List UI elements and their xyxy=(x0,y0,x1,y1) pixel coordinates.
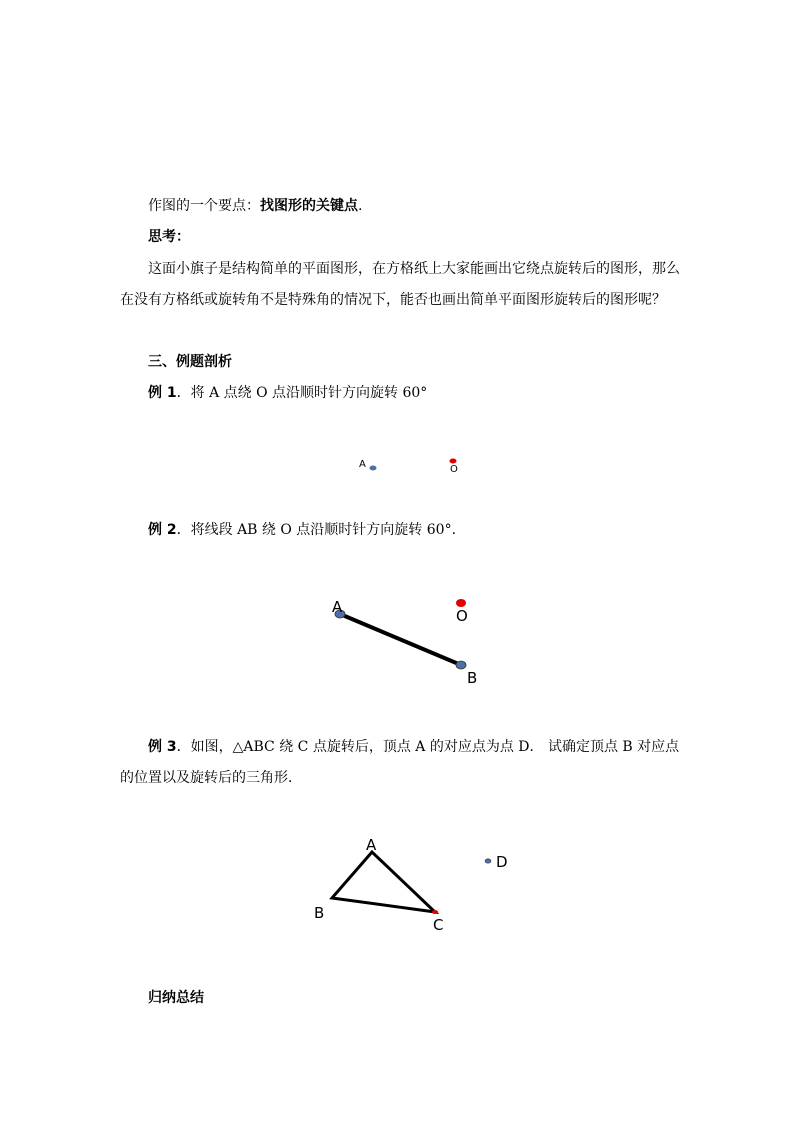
example-1-figure xyxy=(350,450,470,480)
example-2-figure xyxy=(320,590,500,690)
point-d-label: D xyxy=(496,853,508,871)
point-o-dot xyxy=(450,459,457,464)
key-point-emphasis: 找图形的关键点 xyxy=(260,198,358,214)
point-b-label: B xyxy=(467,669,478,687)
think-paragraph-line-1: 这面小旗子是结构简单的平面图形，在方格纸上大家能画出它绕点旋转后的图形，那么 xyxy=(148,261,680,277)
think-heading: 思考： xyxy=(148,229,190,245)
triangle-abc xyxy=(332,852,435,912)
point-c-label: C xyxy=(433,916,444,934)
example-3-body: ．如图，△ABC 绕 C 点旋转后，顶点 A 的对应点为点 D． 试确定顶点 B 对应点 xyxy=(176,739,680,755)
key-point-prefix: 作图的一个要点： xyxy=(148,198,260,214)
think-paragraph-line-2: 在没有方格纸或旋转角不是特殊角的情况下，能否也画出简单平面图形旋转后的图形呢？ xyxy=(120,292,666,308)
example-1-body: ．将 A 点绕 O 点沿顺时针方向旋转 60° xyxy=(176,385,428,401)
point-o-dot xyxy=(456,599,466,607)
point-a-label: A xyxy=(366,836,377,854)
example-3-text-line-1 xyxy=(148,737,679,757)
example-1-text xyxy=(148,383,427,403)
segment-ab xyxy=(340,614,461,665)
summary-heading: 归纳总结 xyxy=(148,990,204,1006)
example-2-text xyxy=(148,520,456,540)
section-heading: 三、例题剖析 xyxy=(148,354,232,370)
example-2-label: 例 2 xyxy=(148,522,177,538)
point-a-label: A xyxy=(359,459,366,470)
point-c-dot xyxy=(432,910,438,914)
example-3-figure xyxy=(300,830,530,940)
key-point-line xyxy=(148,196,362,216)
point-a-dot xyxy=(370,466,377,471)
example-3-label: 例 3 xyxy=(148,739,177,755)
point-b-dot xyxy=(456,661,466,669)
point-b-label: B xyxy=(314,904,325,922)
point-a-label: A xyxy=(332,598,343,616)
example-2-body: ．将线段 AB 绕 O 点沿顺时针方向旋转 60°. xyxy=(176,522,457,538)
point-d-dot xyxy=(485,859,491,863)
example-1-label: 例 1 xyxy=(148,385,177,401)
key-point-suffix: . xyxy=(358,198,363,214)
point-o-label: O xyxy=(456,607,468,625)
example-3-text-line-2: 的位置以及旋转后的三角形． xyxy=(120,770,302,786)
point-o-label: O xyxy=(450,464,458,475)
